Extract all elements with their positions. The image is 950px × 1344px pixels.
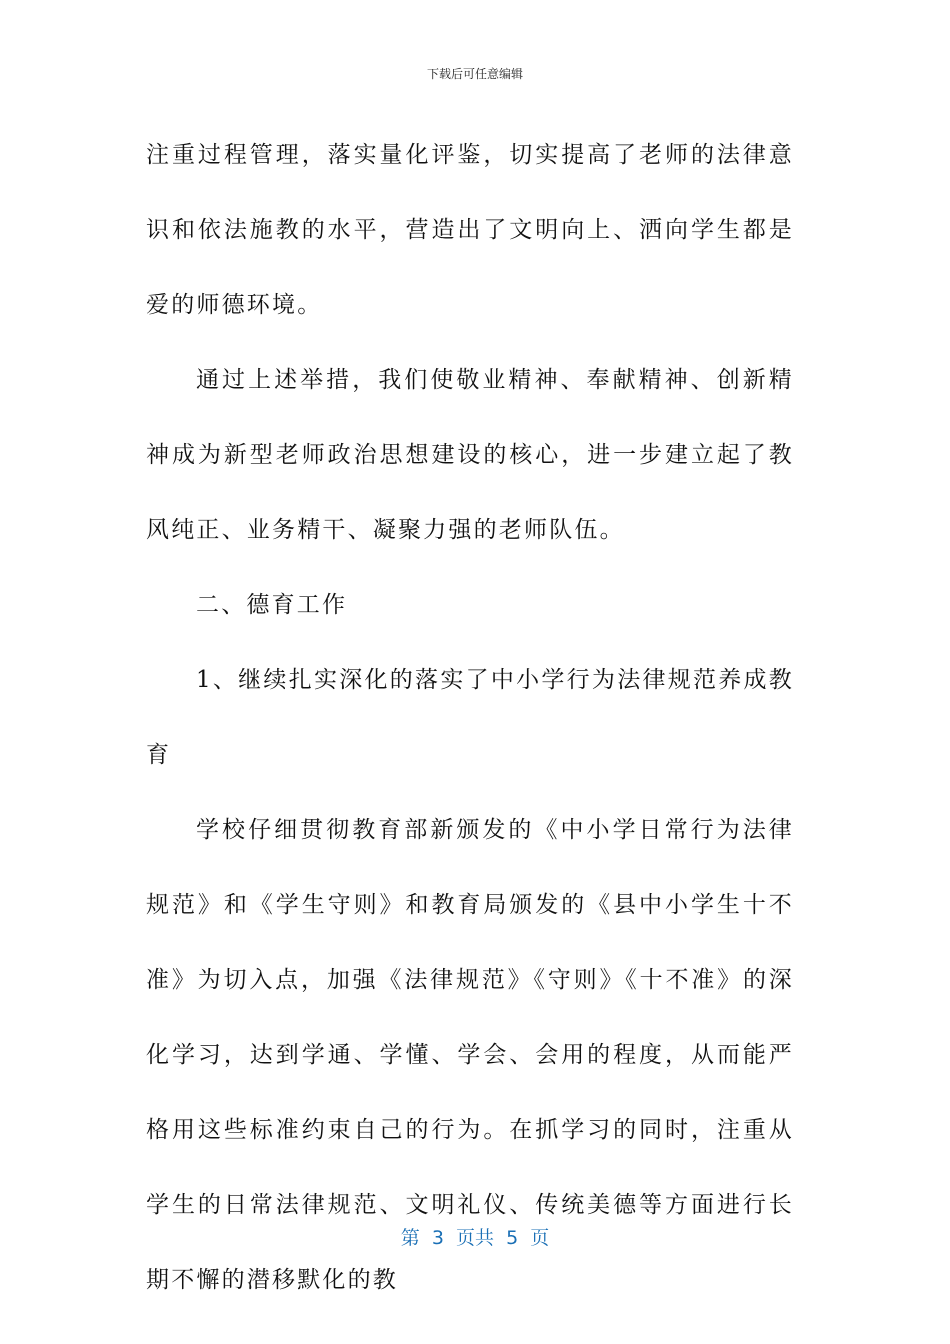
- page-number-footer: 第 3 页共 5 页: [400, 1227, 550, 1249]
- paragraph-measures: 通过上述举措，我们使敬业精神、奉献精神、创新精神成为新型老师政治思想建设的核心，进一步建立起了教风纯正、业务精干、凝聚力强的老师队伍。: [146, 367, 794, 543]
- subsection-heading-1: 1、继续扎实深化的落实了中小学行为法律规范养成教育: [146, 667, 794, 768]
- header-note: 下载后可任意编辑: [426, 67, 523, 81]
- section-heading-moral-education: 二、德育工作: [196, 592, 348, 618]
- paragraph-school-implementation: 学校仔细贯彻教育部新颁发的《中小学日常行为法律规范》和《学生守则》和教育局颁发的《县中小学生十不准》为切入点，加强《法律规范》《守则》《十不准》的深化学习，达到学通、学懂、学会、会用的程度，从而能严格用这些标准约束自己的行为。在抓学习的同时，注重从学生的日常法律规范、文明礼仪、传统美德等方面进行长期不懈的潜移默化的教: [146, 817, 794, 1293]
- document-body: [146, 118, 794, 1318]
- paragraph-continuation: 注重过程管理，落实量化评鉴，切实提高了老师的法律意识和依法施教的水平，营造出了文明向上、洒向学生都是爱的师德环境。: [146, 142, 794, 318]
